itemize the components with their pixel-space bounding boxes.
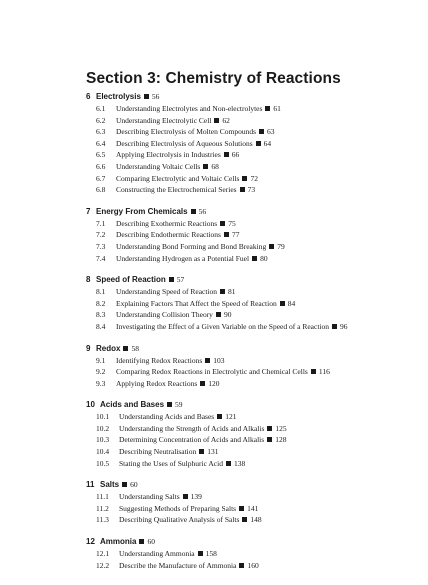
chapter-number: 6	[86, 92, 91, 101]
subsection-title: Understanding the Strength of Acids and Alkalis	[119, 423, 265, 433]
subsection-number: 6.5	[96, 150, 106, 160]
subsection-page-number: 120	[208, 378, 220, 388]
chapter-list	[86, 90, 416, 580]
chapter-block	[86, 90, 416, 196]
square-bullet-icon	[240, 187, 245, 192]
square-bullet-icon	[200, 381, 205, 386]
square-bullet-icon	[252, 256, 257, 261]
subsection-entry[interactable]	[86, 503, 416, 515]
subsection-title: Stating the Uses of Sulphuric Acid	[119, 458, 223, 468]
subsection-number: 11.1	[96, 492, 109, 502]
square-bullet-icon	[242, 517, 247, 522]
subsection-entry[interactable]	[86, 514, 416, 526]
chapter-title: Electrolysis	[96, 92, 141, 101]
subsection-entry[interactable]	[86, 173, 416, 185]
subsection-page-number: 66	[231, 150, 240, 160]
subsection-title: Describing Electrolysis of Molten Compounds	[116, 127, 256, 137]
subsection-entry[interactable]	[86, 446, 416, 458]
subsection-page-number: 141	[247, 503, 259, 513]
subsection-page-number: 64	[263, 138, 272, 148]
square-bullet-icon	[332, 324, 337, 329]
subsection-title: Applying Redox Reactions	[116, 378, 198, 388]
subsection-page-number: 84	[287, 298, 296, 308]
subsection-page-number: 90	[223, 310, 232, 320]
subsection-title: Describe the Manufacture of Ammonia	[119, 560, 237, 570]
subsection-list	[86, 548, 416, 571]
square-bullet-icon	[198, 551, 203, 556]
subsection-list	[86, 491, 416, 526]
square-bullet-icon	[169, 277, 174, 282]
subsection-title: Understanding Ammonia	[119, 549, 195, 559]
chapter-page-number: 60	[147, 537, 155, 547]
subsection-title: Describing Neutralisation	[119, 447, 197, 457]
subsection-entry[interactable]	[86, 458, 416, 470]
square-bullet-icon	[217, 414, 222, 419]
subsection-page-number: 79	[277, 241, 285, 251]
subsection-page-number: 160	[247, 560, 259, 570]
square-bullet-icon	[216, 312, 221, 317]
subsection-page-number: 63	[266, 127, 275, 137]
chapter-heading[interactable]	[86, 342, 416, 355]
subsection-number: 9.1	[96, 355, 106, 365]
chapter-block	[86, 535, 416, 571]
chapter-page-number: 60	[130, 480, 138, 490]
chapter-heading[interactable]	[86, 205, 416, 218]
chapter-number: 11	[86, 480, 95, 490]
subsection-entry[interactable]	[86, 253, 416, 265]
square-bullet-icon	[205, 358, 210, 363]
subsection-number: 10.5	[96, 458, 110, 468]
subsection-entry[interactable]	[86, 149, 416, 161]
square-bullet-icon	[224, 152, 229, 157]
subsection-title: Investigating the Effect of a Given Variable on the Speed of a Reaction	[116, 321, 329, 331]
section-title: Section 3: Chemistry of Reactions	[86, 70, 341, 87]
chapter-title: Acids and Bases	[100, 400, 165, 410]
subsection-title: Understanding Bond Forming and Bond Breaking	[116, 241, 267, 251]
chapter-number: 12	[86, 537, 95, 547]
subsection-page-number: 116	[318, 367, 330, 377]
subsection-page-number: 125	[275, 423, 287, 433]
subsection-entry[interactable]	[86, 560, 416, 572]
subsection-entry[interactable]	[86, 161, 416, 173]
subsection-number: 12.1	[96, 549, 110, 559]
subsection-title: Comparing Electrolytic and Voltaic Cells	[116, 173, 240, 183]
square-bullet-icon	[242, 176, 247, 181]
chapter-heading[interactable]	[86, 535, 416, 548]
chapter-page-number: 59	[175, 400, 183, 410]
subsection-title: Constructing the Electrochemical Series	[116, 185, 237, 195]
subsection-title: Comparing Redox Reactions in Electrolytic and Chemical Cells	[116, 367, 308, 377]
square-bullet-icon	[167, 402, 172, 407]
subsection-entry[interactable]	[86, 126, 416, 138]
subsection-entry[interactable]	[86, 241, 416, 253]
subsection-title: Understanding Speed of Reaction	[116, 287, 218, 297]
subsection-page-number: 77	[231, 230, 240, 240]
subsection-page-number: 139	[190, 492, 202, 502]
chapter-block	[86, 478, 416, 526]
subsection-entry[interactable]	[86, 309, 416, 321]
chapter-block	[86, 205, 416, 264]
subsection-number: 7.4	[96, 253, 106, 263]
subsection-entry[interactable]	[86, 355, 416, 367]
chapter-heading[interactable]	[86, 273, 416, 286]
chapter-number: 7	[86, 206, 91, 216]
square-bullet-icon	[203, 164, 208, 169]
subsection-number: 11.3	[96, 515, 109, 525]
subsection-title: Describing Qualitative Analysis of Salts	[119, 515, 240, 525]
subsection-title: Suggesting Methods of Preparing Salts	[119, 503, 237, 513]
subsection-title: Applying Electrolysis in Industries	[116, 150, 221, 160]
subsection-number: 7.2	[96, 230, 106, 240]
subsection-number: 8.1	[96, 287, 106, 297]
subsection-entry[interactable]	[86, 321, 416, 333]
subsection-entry[interactable]	[86, 434, 416, 446]
subsection-number: 10.1	[96, 412, 110, 422]
square-bullet-icon	[265, 106, 270, 111]
subsection-number: 7.3	[96, 241, 106, 251]
chapter-block	[86, 398, 416, 469]
subsection-number: 8.2	[96, 298, 106, 308]
subsection-title: Understanding Electrolytes and Non-electrolytes	[116, 104, 263, 113]
square-bullet-icon	[214, 118, 219, 123]
subsection-page-number: 81	[228, 287, 236, 297]
subsection-number: 9.2	[96, 367, 106, 377]
subsection-title: Identifying Redox Reactions	[116, 355, 203, 365]
square-bullet-icon	[139, 539, 144, 544]
chapter-title: Redox	[96, 343, 121, 353]
subsection-number: 10.2	[96, 423, 110, 433]
chapter-heading[interactable]	[86, 90, 416, 103]
subsection-page-number: 148	[250, 515, 262, 525]
subsection-number: 12.2	[96, 560, 110, 570]
subsection-page-number: 72	[250, 173, 258, 183]
subsection-number: 8.4	[96, 321, 106, 331]
square-bullet-icon	[269, 244, 274, 249]
square-bullet-icon	[183, 494, 188, 499]
subsection-entry[interactable]	[86, 411, 416, 423]
chapter-number: 10	[86, 400, 95, 410]
subsection-entry[interactable]	[86, 548, 416, 560]
chapter-page-number: 57	[176, 275, 185, 285]
subsection-title: Understanding Hydrogen as a Potential Fuel	[116, 253, 250, 263]
chapter-title: Energy From Chemicals	[96, 206, 188, 216]
subsection-page-number: 73	[247, 185, 256, 195]
subsection-number: 6.7	[96, 173, 106, 183]
subsection-number: 9.3	[96, 378, 106, 388]
subsection-title: Determining Concentration of Acids and Alkalis	[119, 435, 265, 445]
square-bullet-icon	[220, 289, 225, 294]
subsection-list	[86, 103, 416, 196]
chapter-number: 8	[86, 275, 91, 285]
subsection-title: Understanding Voltaic Cells	[116, 161, 201, 171]
square-bullet-icon	[267, 437, 272, 442]
chapter-heading[interactable]	[86, 398, 416, 411]
square-bullet-icon	[123, 346, 128, 351]
square-bullet-icon	[144, 94, 149, 99]
subsection-entry[interactable]	[86, 491, 416, 503]
square-bullet-icon	[311, 369, 316, 374]
subsection-title: Describing Electrolysis of Aqueous Solutions	[116, 138, 253, 148]
subsection-page-number: 68	[211, 161, 219, 171]
subsection-number: 8.3	[96, 310, 106, 320]
subsection-entry[interactable]	[86, 298, 416, 310]
subsection-number: 6.4	[96, 138, 106, 148]
square-bullet-icon	[259, 129, 264, 134]
subsection-page-number: 96	[340, 321, 348, 331]
chapter-number: 9	[86, 343, 91, 353]
chapter-page-number: 56	[198, 206, 207, 216]
subsection-page-number: 62	[222, 115, 230, 125]
subsection-title: Describing Endothermic Reactions	[116, 230, 221, 240]
square-bullet-icon	[267, 426, 272, 431]
subsection-list	[86, 411, 416, 469]
square-bullet-icon	[191, 209, 196, 214]
subsection-title: Understanding Electrolytic Cell	[116, 115, 212, 125]
subsection-number: 6.3	[96, 127, 106, 137]
subsection-page-number: 128	[275, 435, 287, 445]
subsection-number: 6.8	[96, 185, 106, 195]
chapter-heading[interactable]	[86, 478, 416, 491]
subsection-page-number: 138	[233, 458, 246, 468]
subsection-number: 10.3	[96, 435, 110, 445]
square-bullet-icon	[239, 563, 244, 568]
subsection-list	[86, 286, 416, 332]
chapter-title: Ammonia	[100, 537, 137, 547]
subsection-title: Understanding Collision Theory	[116, 310, 213, 320]
chapter-title: Speed of Reaction	[96, 275, 166, 285]
chapter-page-number: 58	[131, 343, 139, 353]
subsection-title: Describing Exothermic Reactions	[116, 218, 218, 228]
subsection-entry[interactable]	[86, 423, 416, 435]
subsection-page-number: 61	[273, 104, 281, 113]
subsection-list	[86, 218, 416, 264]
subsection-entry[interactable]	[86, 138, 416, 150]
subsection-entry[interactable]	[86, 286, 416, 298]
subsection-entry[interactable]	[86, 229, 416, 241]
subsection-title: Understanding Salts	[119, 492, 180, 502]
square-bullet-icon	[220, 221, 225, 226]
subsection-entry[interactable]	[86, 378, 416, 390]
subsection-number: 11.2	[96, 503, 109, 513]
subsection-page-number: 75	[228, 218, 236, 228]
subsection-title: Understanding Acids and Bases	[119, 412, 215, 422]
chapter-page-number: 56	[151, 92, 160, 101]
square-bullet-icon	[224, 232, 229, 237]
subsection-number: 6.1	[96, 104, 106, 113]
subsection-entry[interactable]	[86, 103, 416, 115]
subsection-entry[interactable]	[86, 366, 416, 378]
subsection-title: Explaining Factors That Affect the Speed of Reaction	[116, 298, 277, 308]
subsection-entry[interactable]	[86, 184, 416, 196]
square-bullet-icon	[226, 461, 231, 466]
square-bullet-icon	[239, 506, 244, 511]
chapter-block	[86, 342, 416, 390]
subsection-page-number: 121	[225, 412, 237, 422]
square-bullet-icon	[256, 141, 261, 146]
chapter-block	[86, 273, 416, 332]
square-bullet-icon	[122, 482, 127, 487]
subsection-page-number: 158	[205, 549, 217, 559]
square-bullet-icon	[199, 449, 204, 454]
subsection-list	[86, 355, 416, 390]
square-bullet-icon	[280, 301, 285, 306]
subsection-number: 10.4	[96, 447, 110, 457]
subsection-page-number: 103	[213, 355, 225, 365]
subsection-number: 6.2	[96, 115, 106, 125]
chapter-title: Salts	[100, 480, 120, 490]
subsection-entry[interactable]	[86, 218, 416, 230]
subsection-page-number: 131	[207, 447, 219, 457]
subsection-number: 7.1	[96, 218, 106, 228]
subsection-number: 6.6	[96, 161, 106, 171]
subsection-page-number: 80	[260, 253, 268, 263]
subsection-entry[interactable]	[86, 115, 416, 127]
